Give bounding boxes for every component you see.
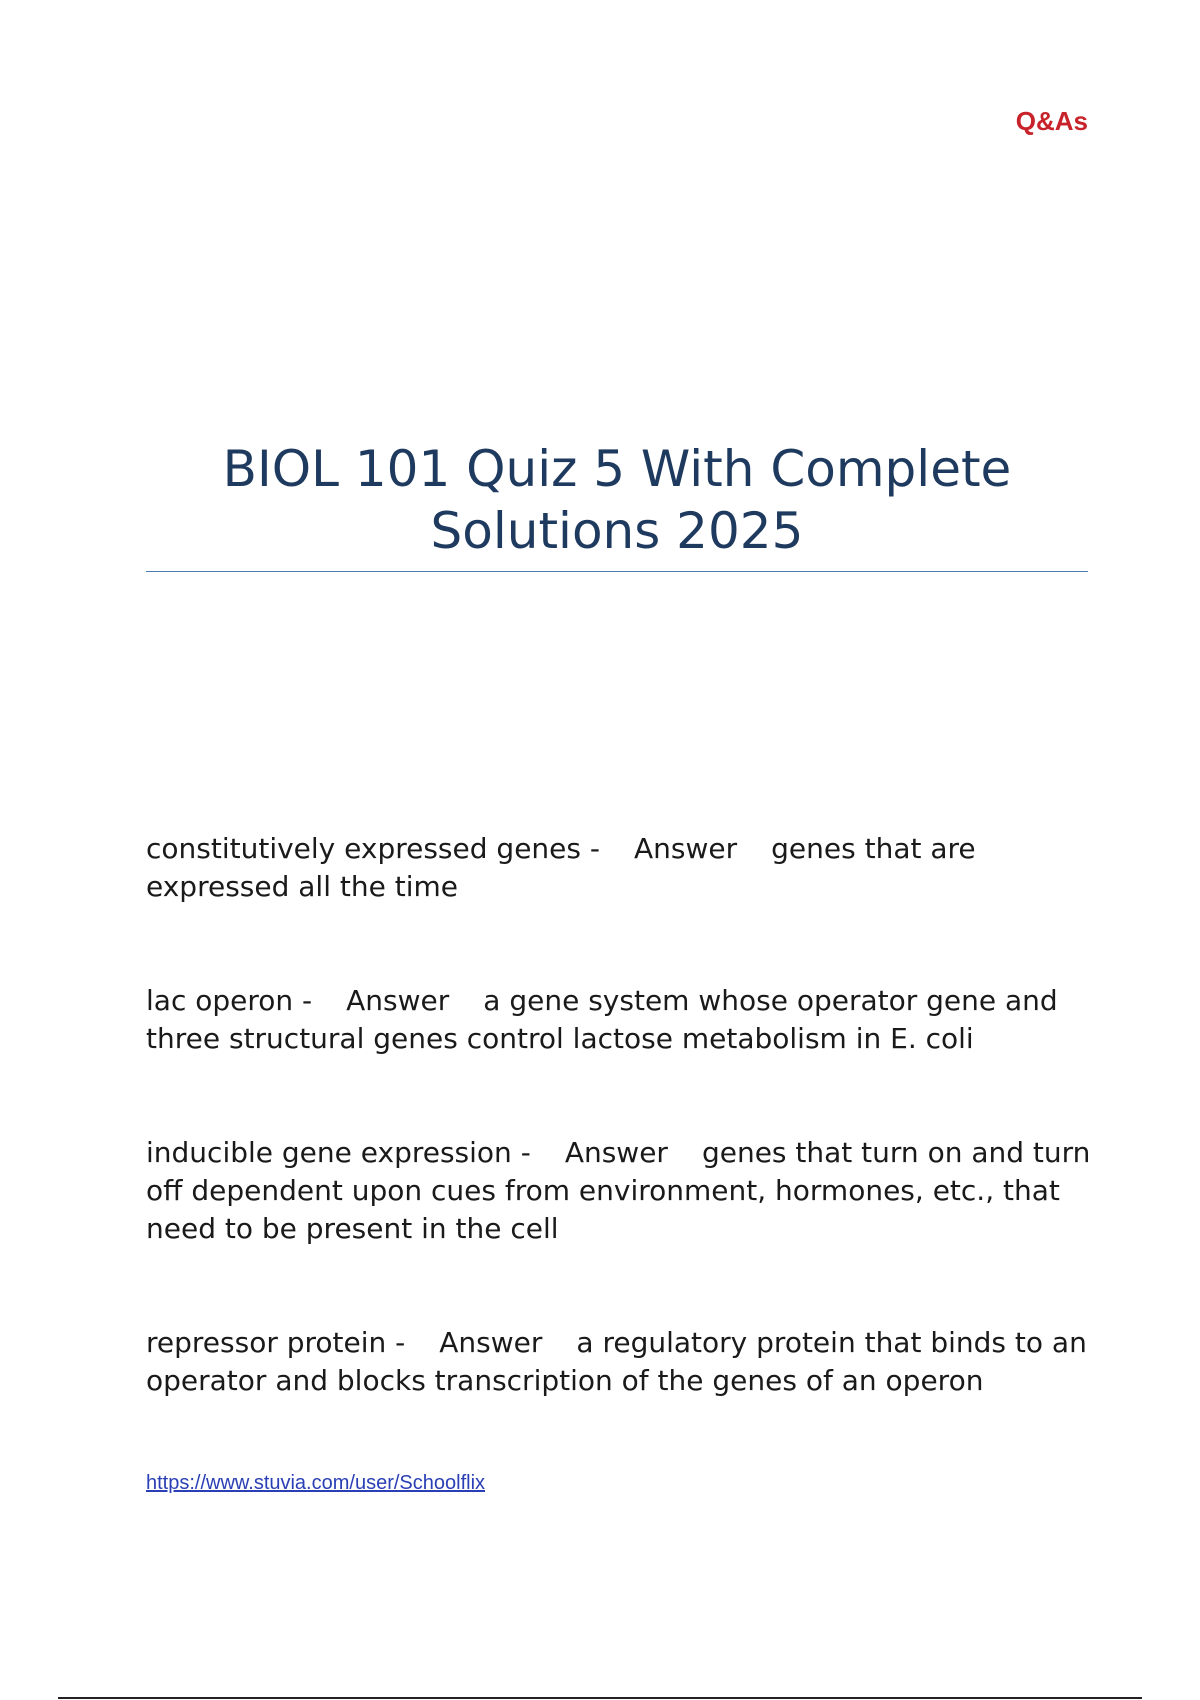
header-tag: Q&As (1015, 106, 1088, 136)
qa-definition: genes that are expressed all the time (146, 832, 976, 903)
qa-term: lac operon - (146, 984, 313, 1017)
qa-item (146, 982, 1096, 1058)
qa-item (146, 1324, 1096, 1400)
qa-item (146, 830, 1096, 906)
qa-answer-label: Answer (439, 1326, 543, 1359)
qa-definition: genes that turn on and turn off dependent upon cues from environment, hormones, etc., that need to be present in the cell (146, 1136, 1091, 1245)
qa-term: constitutively expressed genes - (146, 832, 600, 865)
qa-term: repressor protein - (146, 1326, 406, 1359)
document-title: BIOL 101 Quiz 5 With Complete Solutions 2025 (222, 440, 1012, 560)
qa-list (146, 830, 1096, 1400)
qa-answer-label: Answer (634, 832, 738, 865)
qa-answer-label: Answer (346, 984, 450, 1017)
qa-definition: a gene system whose operator gene and three structural genes control lactose metabolism in E. coli (146, 984, 1058, 1055)
footer-divider (58, 1697, 1142, 1699)
qa-answer-label: Answer (564, 1136, 668, 1169)
qa-definition: a regulatory protein that binds to an operator and blocks transcription of the genes of an operon (146, 1326, 1087, 1397)
qa-term: inducible gene expression - (146, 1136, 531, 1169)
title-divider (146, 571, 1088, 572)
qa-item (146, 1134, 1096, 1248)
source-link[interactable]: https://www.stuvia.com/user/Schoolflix (146, 1472, 486, 1494)
